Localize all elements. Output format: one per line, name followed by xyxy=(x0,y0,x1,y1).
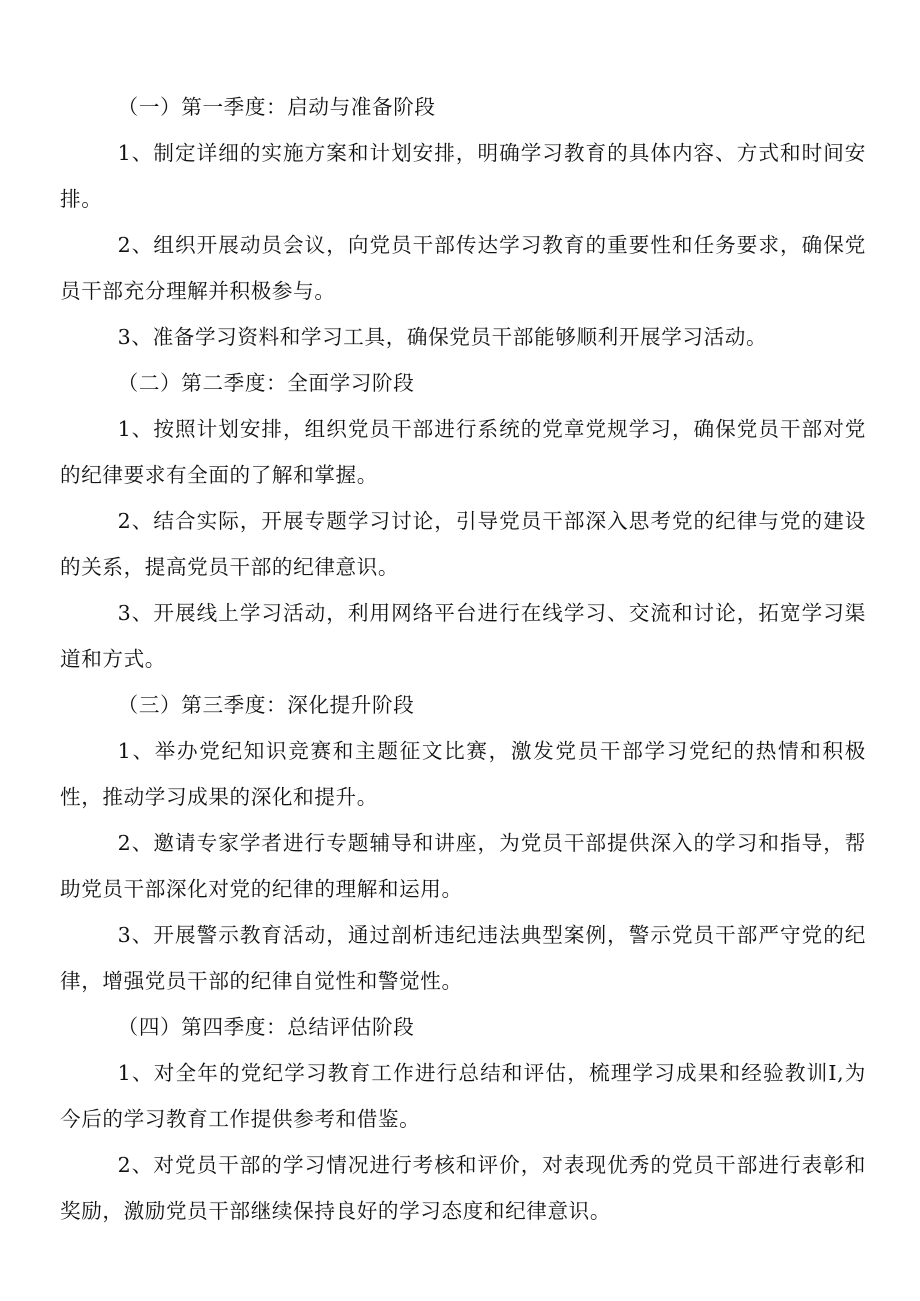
paragraph: 1、对全年的党纪学习教育工作进行总结和评估，梳理学习成果和经验教训I,为今后的学习教育工作提供参考和借鉴。 xyxy=(60,1061,866,1131)
paragraph: 2、对党员干部的学习情况进行考核和评价，对表现优秀的党员干部进行表彰和奖励，激励党员干部继续保持良好的学习态度和纪律意识。 xyxy=(60,1153,866,1223)
paragraph: 1、按照计划安排，组织党员干部进行系统的党章党规学习，确保党员干部对党的纪律要求有全面的了解和掌握。 xyxy=(60,417,866,487)
paragraph: 2、结合实际，开展专题学习讨论，引导党员干部深入思考党的纪律与党的建设的关系，提高党员干部的纪律意识。 xyxy=(60,509,866,579)
paragraph: 3、开展警示教育活动，通过剖析违纪违法典型案例，警示党员干部严守党的纪律，增强党员干部的纪律自觉性和警觉性。 xyxy=(60,923,866,993)
section-heading-q1: （一）第一季度：启动与准备阶段 xyxy=(117,95,436,119)
section-heading-q2: （二）第二季度：全面学习阶段 xyxy=(117,371,415,395)
paragraph: 1、举办党纪知识竞赛和主题征文比赛，激发党员干部学习党纪的热情和积极性，推动学习成果的深化和提升。 xyxy=(60,739,866,809)
paragraph: 3、准备学习资料和学习工具，确保党员干部能够顺利开展学习活动。 xyxy=(117,325,768,349)
paragraph: 3、开展线上学习活动，利用网络平台进行在线学习、交流和讨论，拓宽学习渠道和方式。 xyxy=(60,601,866,671)
section-heading-q3: （三）第三季度：深化提升阶段 xyxy=(117,693,415,717)
section-heading-q4: （四）第四季度：总结评估阶段 xyxy=(117,1015,415,1039)
paragraph: 2、组织开展动员会议，向党员干部传达学习教育的重要性和任务要求，确保党员干部充分理解并积极参与。 xyxy=(60,233,866,303)
paragraph: 1、制定详细的实施方案和计划安排，明确学习教育的具体内容、方式和时间安排。 xyxy=(60,141,866,211)
paragraph: 2、邀请专家学者进行专题辅导和讲座，为党员干部提供深入的学习和指导，帮助党员干部深化对党的纪律的理解和运用。 xyxy=(60,831,866,901)
document-body xyxy=(60,84,866,1234)
